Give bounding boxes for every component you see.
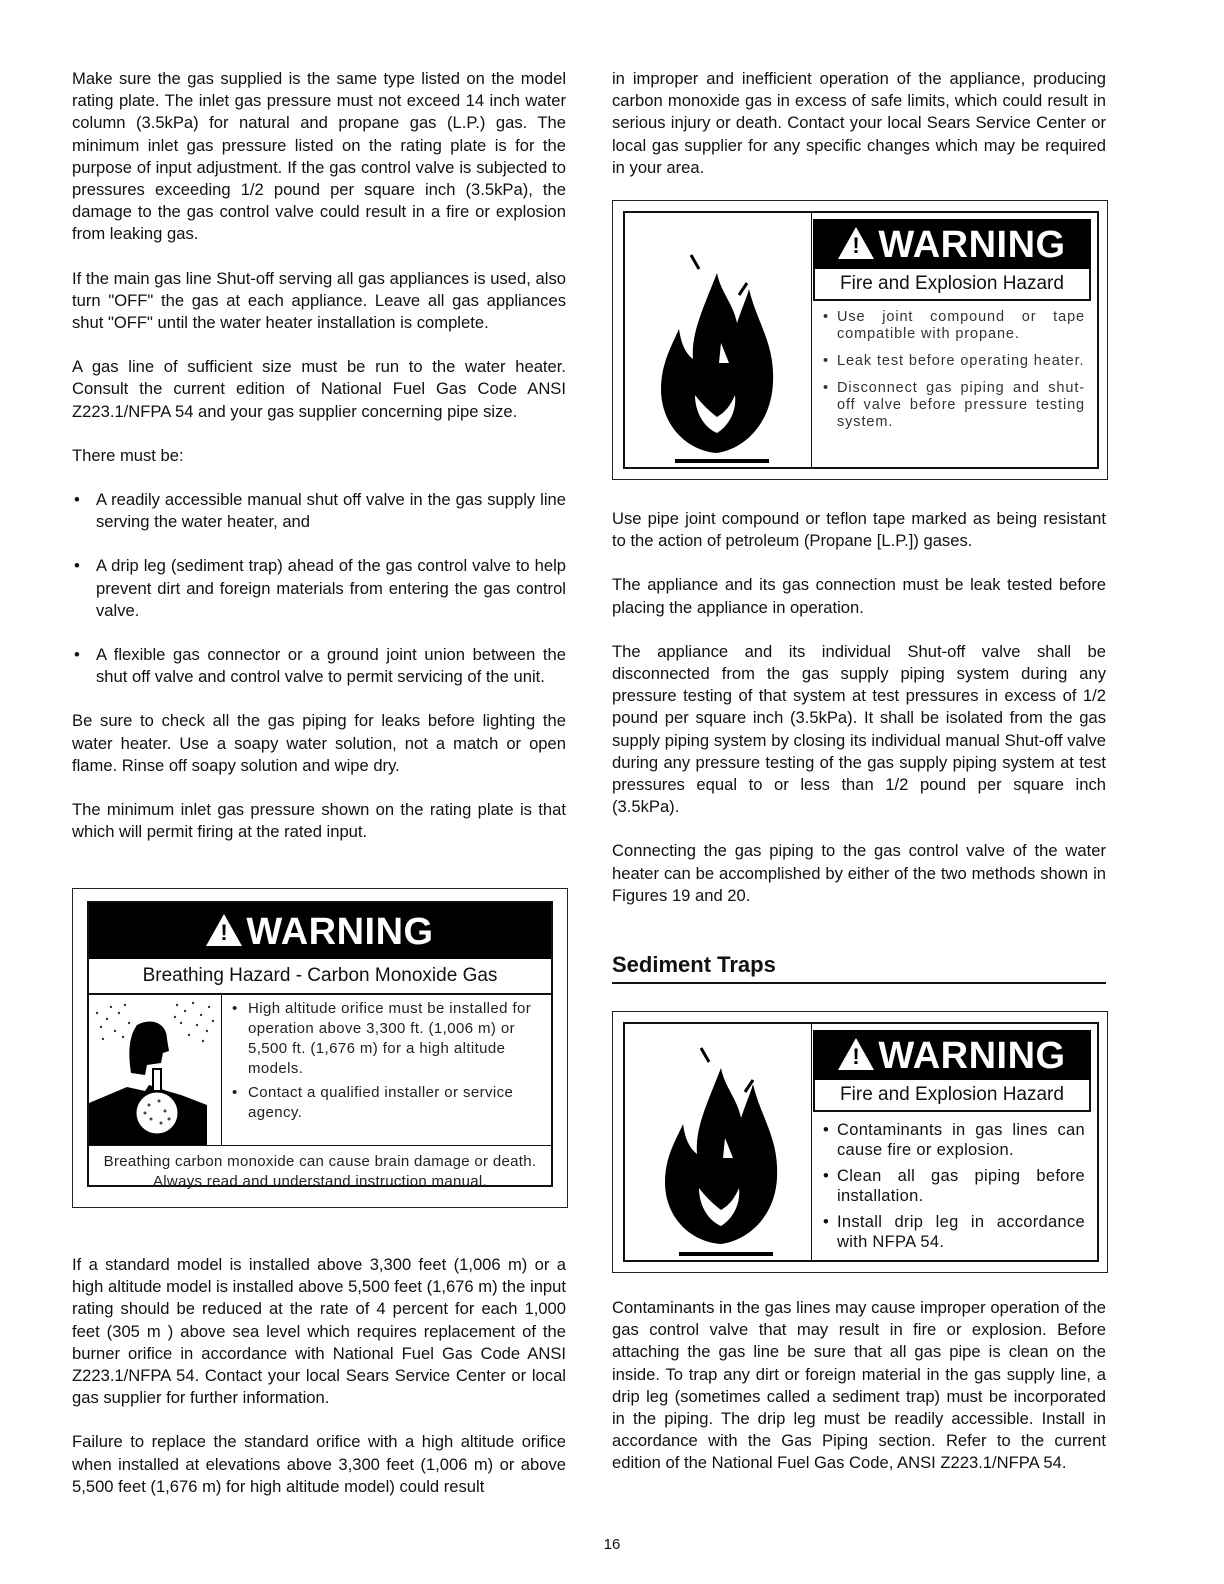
warning-banner-text: WARNING (246, 911, 434, 953)
hazard-title: Fire and Explosion Hazard (813, 1080, 1091, 1112)
paragraph: A gas line of sufficient size must be run to the water heater. Consult the current edition of National Fuel Gas Code ANSI Z223.1/NFPA 54 and your gas supplier concerning pipe size. (72, 357, 566, 421)
paragraph: There must be: (72, 445, 184, 465)
paragraph: Contaminants in the gas lines may cause improper operation of the gas control valve that may result in fire or explosion. Before attaching the gas line be sure that all gas pipe is clean on the inside. To trap any dirt or foreign material in the gas supply line, a drip leg (sometimes called a sediment trap) must be incorporated in the piping. The drip leg must be readily accessible. Install in accordance with the Gas Piping section. Refer to the current edition of the National Fuel Gas Code, ANSI Z223.1/NFPA 54. (612, 1298, 1106, 1473)
flame-icon (625, 1024, 812, 1260)
hazard-title: Breathing Hazard - Carbon Monoxide Gas (89, 959, 551, 995)
list-item: • Install drip leg in accordance with NFPA 54. (823, 1212, 1085, 1252)
list-item: • A drip leg (sediment trap) ahead of the gas control valve to help prevent dirt and foreign materials from entering the gas control valve. (72, 555, 566, 622)
warning-banner (813, 219, 1091, 269)
paragraph: The minimum inlet gas pressure shown on the rating plate is that which will permit firing at the rated input. (72, 800, 566, 842)
requirements-list (72, 489, 566, 688)
warning-items (813, 1112, 1091, 1252)
flame-icon (625, 213, 812, 467)
list-item: • Contact a qualified installer or service agency. (230, 1083, 543, 1123)
fire-explosion-warning (612, 200, 1108, 480)
list-item: • Clean all gas piping before installation. (823, 1166, 1085, 1206)
breathing-hazard-icon (89, 995, 222, 1145)
warning-panel (623, 211, 1099, 469)
paragraph: The appliance and its gas connection must be leak tested before placing the appliance in operation. (612, 575, 1106, 617)
paragraph: Failure to replace the standard orifice with a high altitude orifice when installed at elevations above 3,300 feet (1,006 m) or above 5,500 feet (1,676 m) for high altitude model) could result (72, 1432, 566, 1496)
warning-panel (623, 1022, 1099, 1262)
right-column-mid (612, 508, 1106, 929)
warning-banner-text: WARNING (878, 224, 1066, 266)
left-column (72, 68, 566, 865)
paragraph: Connecting the gas piping to the gas control valve of the water heater can be accomplished by either of the two methods shown in Figures 19 and 20. (612, 841, 1106, 905)
carbon-monoxide-warning (72, 888, 568, 1208)
warning-content (813, 1030, 1091, 1258)
list-item: • Use joint compound or tape compatible with propane. (823, 309, 1085, 343)
warning-triangle-icon: ! (206, 914, 242, 946)
paragraph: The appliance and its individual Shut-off valve shall be disconnected from the gas supply piping system during any pressure testing of that system at test pressures in excess of 1/2 pound per square inch (3.5kPa). It shall be isolated from the gas supply piping system by closing its individual manual Shut-off valve during any pressure testing of the gas supply piping system at test pressures equal to or less than 1/2 pound per square inch (3.5kPa). (612, 641, 1106, 817)
warning-items (813, 301, 1091, 431)
paragraph: Make sure the gas supplied is the same type listed on the model rating plate. The inlet gas pressure must not exceed 14 inch water column (3.5kPa) for natural and propane gas (L.P.) gas. The minimum inlet gas pressure listed on the rating plate is for the purpose of input adjustment. If the gas control valve is subjected to pressures exceeding 1/2 pound per square inch (3.5kPa), the damage to the gas control valve could result in a fire or explosion from leaking gas. (72, 69, 566, 244)
warning-footer: Breathing carbon monoxide can cause brain damage or death. Always read and understand instruction manual. (103, 1153, 537, 1190)
right-column-top (612, 68, 1106, 201)
hazard-title: Fire and Explosion Hazard (813, 269, 1091, 301)
list-item: • Disconnect gas piping and shut-off valve before pressure testing system. (823, 380, 1085, 431)
paragraph: Be sure to check all the gas piping for leaks before lighting the water heater. Use a soapy water solution, not a match or open flame. Rinse off soapy solution and wipe dry. (72, 711, 566, 775)
list-item: • A flexible gas connector or a ground joint union between the shut off valve and control valve to permit servicing of the unit. (72, 644, 566, 688)
paragraph: in improper and inefficient operation of the appliance, producing carbon monoxide gas in excess of safe limits, which could result in serious injury or death. Contact your local Sears Service Center or local gas supplier for any specific changes which may be required in your area. (612, 69, 1106, 177)
left-column-bottom (72, 1254, 566, 1520)
warning-content (813, 219, 1091, 441)
fire-explosion-warning-sediment (612, 1011, 1108, 1273)
paragraph: If the main gas line Shut-off serving all gas appliances is used, also turn "OFF" the gas at each appliance. Leave all gas appliances shut "OFF" until the water heater installation is complete. (72, 268, 566, 333)
list-item: • Contaminants in gas lines can cause fire or explosion. (823, 1120, 1085, 1160)
warning-triangle-icon: ! (838, 1038, 874, 1070)
right-column-bottom (612, 1297, 1106, 1497)
page-number: 16 (603, 1536, 621, 1553)
warning-banner (813, 1030, 1091, 1080)
list-item: • High altitude orifice must be installed for operation above 3,300 ft. (1,006 m) or 5,500 ft. (1,676 m) for a high altitude models. (230, 999, 543, 1079)
paragraph: Use pipe joint compound or teflon tape marked as being resistant to the action of petroleum (Propane [L.P.]) gases. (612, 509, 1106, 551)
warning-banner (89, 903, 551, 959)
section-heading: Sediment Traps (612, 952, 1106, 984)
warning-body (89, 995, 551, 1146)
warning-items (222, 995, 551, 1145)
warning-triangle-icon: ! (838, 227, 874, 259)
warning-panel (87, 901, 553, 1190)
list-item: • A readily accessible manual shut off valve in the gas supply line serving the water heater, and (72, 489, 566, 533)
list-item: • Leak test before operating heater. (823, 353, 1085, 370)
warning-banner-text: WARNING (878, 1035, 1066, 1077)
paragraph: If a standard model is installed above 3,300 feet (1,006 m) or a high altitude model is installed above 5,500 feet (1,676 m) the input rating should be reduced at the rate of 4 percent for each 1,000 feet (305 m ) above sea level which requires replacement of the burner orifice in accordance with National Fuel Gas Code ANSI Z223.1/NFPA 54. Contact your local Sears Service Center or local gas supplier for further information. (72, 1255, 566, 1408)
